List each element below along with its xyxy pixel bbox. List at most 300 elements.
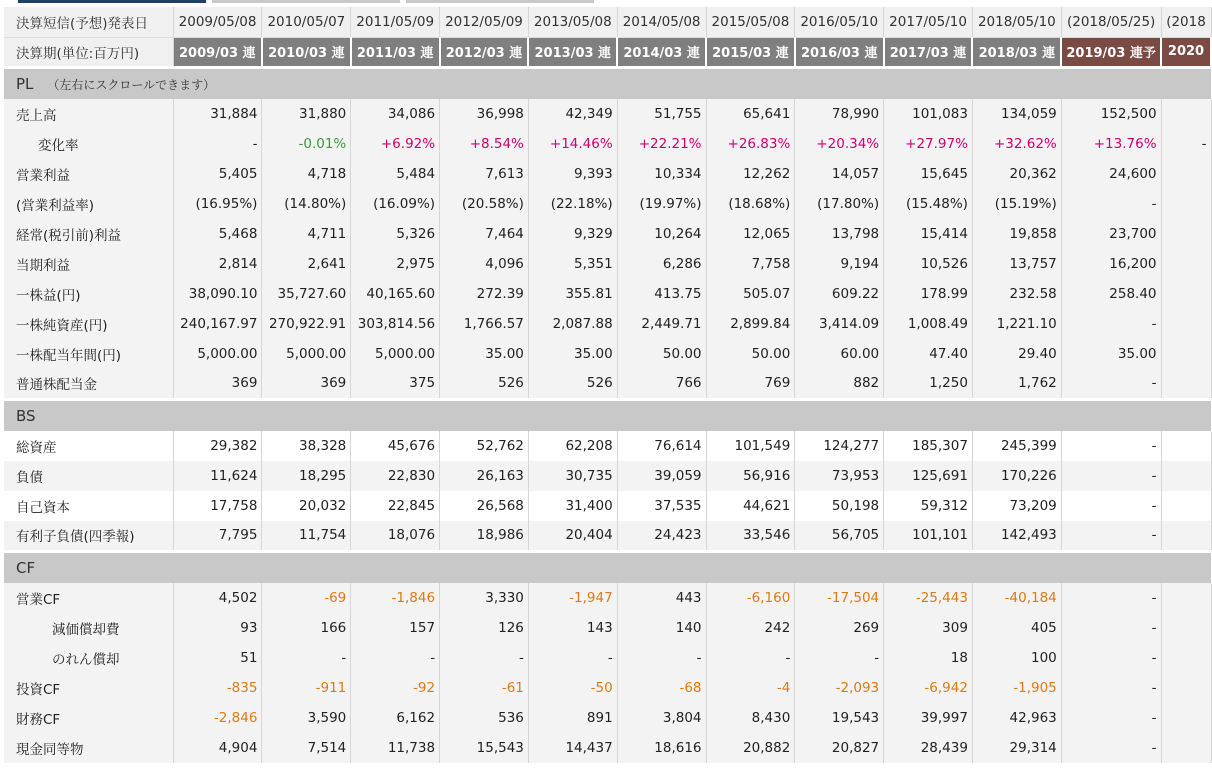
row-label: 一株純資産(円) bbox=[4, 309, 173, 339]
table-cell: 20,827 bbox=[795, 733, 884, 763]
table-cell: - bbox=[528, 643, 617, 673]
table-cell: 28,439 bbox=[884, 733, 973, 763]
fiscal-period-cell[interactable]: 2009/03 連 bbox=[173, 37, 262, 67]
table-cell bbox=[1161, 431, 1211, 461]
table-cell: 56,916 bbox=[706, 461, 795, 491]
table-cell: 101,083 bbox=[884, 99, 973, 129]
table-cell: 31,400 bbox=[528, 491, 617, 521]
table-cell: 20,362 bbox=[972, 159, 1061, 189]
fiscal-period-cell[interactable]: 2017/03 連 bbox=[884, 37, 973, 67]
table-cell: -6,942 bbox=[884, 673, 973, 703]
table-cell: 10,526 bbox=[884, 249, 973, 279]
table-cell: 7,795 bbox=[173, 521, 262, 551]
table-cell: 5,468 bbox=[173, 219, 262, 249]
table-cell: +14.46% bbox=[528, 129, 617, 159]
table-cell: 413.75 bbox=[617, 279, 706, 309]
table-cell bbox=[1161, 339, 1211, 369]
fiscal-period-row bbox=[4, 37, 1211, 67]
table-cell: 124,277 bbox=[795, 431, 884, 461]
financial-statements-table bbox=[4, 7, 1212, 763]
table-cell: +20.34% bbox=[795, 129, 884, 159]
table-cell: 125,691 bbox=[884, 461, 973, 491]
table-cell: -1,846 bbox=[351, 583, 440, 613]
table-cell: 240,167.97 bbox=[173, 309, 262, 339]
table-cell: 2,975 bbox=[351, 249, 440, 279]
table-cell: - bbox=[1061, 733, 1161, 763]
table-cell: 18 bbox=[884, 643, 973, 673]
table-cell: 269 bbox=[795, 613, 884, 643]
table-cell: 157 bbox=[351, 613, 440, 643]
table-cell: 59,312 bbox=[884, 491, 973, 521]
table-row bbox=[4, 129, 1211, 159]
table-cell: 45,676 bbox=[351, 431, 440, 461]
table-cell: -50 bbox=[528, 673, 617, 703]
table-cell: 37,535 bbox=[617, 491, 706, 521]
table-cell: 26,568 bbox=[440, 491, 529, 521]
table-cell: +13.76% bbox=[1061, 129, 1161, 159]
table-cell: 62,208 bbox=[528, 431, 617, 461]
table-cell: 19,543 bbox=[795, 703, 884, 733]
table-cell: 52,762 bbox=[440, 431, 529, 461]
fiscal-period-cell[interactable]: 2020 bbox=[1161, 37, 1211, 67]
table-cell: - bbox=[1061, 521, 1161, 551]
table-cell bbox=[1161, 219, 1211, 249]
row-label: のれん償却 bbox=[4, 643, 173, 673]
table-cell: 73,953 bbox=[795, 461, 884, 491]
table-cell: - bbox=[1061, 189, 1161, 219]
table-row bbox=[4, 249, 1211, 279]
table-cell: 38,328 bbox=[262, 431, 351, 461]
table-cell: 11,754 bbox=[262, 521, 351, 551]
table-cell bbox=[1161, 279, 1211, 309]
table-cell: 101,101 bbox=[884, 521, 973, 551]
announcement-date-cell: 2009/05/08 bbox=[173, 7, 262, 37]
table-cell bbox=[1161, 643, 1211, 673]
table-cell: 3,590 bbox=[262, 703, 351, 733]
table-cell: -40,184 bbox=[972, 583, 1061, 613]
table-cell: 140 bbox=[617, 613, 706, 643]
row-label: 投資CF bbox=[4, 673, 173, 703]
row-label: 減価償却費 bbox=[4, 613, 173, 643]
table-cell: -2,093 bbox=[795, 673, 884, 703]
table-cell: 51 bbox=[173, 643, 262, 673]
table-cell: 26,163 bbox=[440, 461, 529, 491]
table-cell: -1,947 bbox=[528, 583, 617, 613]
table-cell: (22.18%) bbox=[528, 189, 617, 219]
table-cell: (20.58%) bbox=[440, 189, 529, 219]
table-cell: 769 bbox=[706, 369, 795, 399]
row-label: 総資産 bbox=[4, 431, 173, 461]
announcement-date-row bbox=[4, 7, 1211, 37]
table-cell bbox=[1161, 673, 1211, 703]
table-cell: (19.97%) bbox=[617, 189, 706, 219]
table-cell: +6.92% bbox=[351, 129, 440, 159]
table-cell: 12,065 bbox=[706, 219, 795, 249]
table-cell: 355.81 bbox=[528, 279, 617, 309]
table-row bbox=[4, 369, 1211, 399]
table-row bbox=[4, 673, 1211, 703]
table-row bbox=[4, 461, 1211, 491]
table-cell: (15.19%) bbox=[972, 189, 1061, 219]
announcement-date-cell: 2015/05/08 bbox=[706, 7, 795, 37]
table-cell: - bbox=[1061, 369, 1161, 399]
table-cell: - bbox=[795, 643, 884, 673]
fiscal-period-cell[interactable]: 2019/03 連予 bbox=[1061, 37, 1161, 67]
table-cell: -61 bbox=[440, 673, 529, 703]
table-cell: - bbox=[1061, 673, 1161, 703]
table-cell: 142,493 bbox=[972, 521, 1061, 551]
table-cell: - bbox=[173, 129, 262, 159]
table-row bbox=[4, 491, 1211, 521]
table-cell: 5,405 bbox=[173, 159, 262, 189]
row-label: 売上高 bbox=[4, 99, 173, 129]
table-cell: - bbox=[1161, 129, 1211, 159]
table-cell: 5,484 bbox=[351, 159, 440, 189]
table-row bbox=[4, 431, 1211, 461]
table-cell: (18.68%) bbox=[706, 189, 795, 219]
table-cell: 170,226 bbox=[972, 461, 1061, 491]
table-cell: - bbox=[1061, 583, 1161, 613]
table-cell: 1,766.57 bbox=[440, 309, 529, 339]
table-cell: - bbox=[1061, 309, 1161, 339]
table-cell: 1,221.10 bbox=[972, 309, 1061, 339]
table-cell: -17,504 bbox=[795, 583, 884, 613]
table-cell: 47.40 bbox=[884, 339, 973, 369]
table-cell: 42,963 bbox=[972, 703, 1061, 733]
fiscal-period-cell[interactable]: 2016/03 連 bbox=[795, 37, 884, 67]
table-cell: 369 bbox=[173, 369, 262, 399]
table-cell: 7,758 bbox=[706, 249, 795, 279]
table-row bbox=[4, 703, 1211, 733]
table-row bbox=[4, 159, 1211, 189]
table-cell: 24,600 bbox=[1061, 159, 1161, 189]
announcement-date-cell: 2014/05/08 bbox=[617, 7, 706, 37]
table-cell: 5,326 bbox=[351, 219, 440, 249]
table-cell: 4,502 bbox=[173, 583, 262, 613]
table-cell: 65,641 bbox=[706, 99, 795, 129]
row-label: 財務CF bbox=[4, 703, 173, 733]
table-cell: 19,858 bbox=[972, 219, 1061, 249]
table-cell: 35.00 bbox=[440, 339, 529, 369]
table-cell: +8.54% bbox=[440, 129, 529, 159]
row-label: 当期利益 bbox=[4, 249, 173, 279]
announcement-date-cell: 2018/05/10 bbox=[972, 7, 1061, 37]
table-cell: -835 bbox=[173, 673, 262, 703]
table-cell: 40,165.60 bbox=[351, 279, 440, 309]
table-row bbox=[4, 643, 1211, 673]
table-cell: 5,000.00 bbox=[262, 339, 351, 369]
section-header-bs bbox=[4, 399, 1211, 431]
table-row bbox=[4, 279, 1211, 309]
table-cell: 22,845 bbox=[351, 491, 440, 521]
table-cell: - bbox=[1061, 461, 1161, 491]
table-cell bbox=[1161, 159, 1211, 189]
table-cell: (15.48%) bbox=[884, 189, 973, 219]
announcement-date-cell: 2011/05/09 bbox=[351, 7, 440, 37]
table-cell bbox=[1161, 189, 1211, 219]
table-cell: 51,755 bbox=[617, 99, 706, 129]
table-cell: 50,198 bbox=[795, 491, 884, 521]
active-tab-indicator[interactable] bbox=[18, 0, 206, 3]
table-cell: 5,000.00 bbox=[173, 339, 262, 369]
table-cell: 4,904 bbox=[173, 733, 262, 763]
table-cell: 443 bbox=[617, 583, 706, 613]
fiscal-period-label: 決算期(単位:百万円) bbox=[4, 37, 173, 67]
announcement-date-cell: 2012/05/09 bbox=[440, 7, 529, 37]
table-cell: 3,414.09 bbox=[795, 309, 884, 339]
table-cell: 29,382 bbox=[173, 431, 262, 461]
section-title: CF bbox=[16, 558, 36, 577]
table-cell: -25,443 bbox=[884, 583, 973, 613]
row-label: 現金同等物 bbox=[4, 733, 173, 763]
table-cell: 5,000.00 bbox=[351, 339, 440, 369]
row-label: 有利子負債(四季報) bbox=[4, 521, 173, 551]
table-cell: -911 bbox=[262, 673, 351, 703]
table-cell: 93 bbox=[173, 613, 262, 643]
table-cell: 258.40 bbox=[1061, 279, 1161, 309]
table-cell: 35.00 bbox=[528, 339, 617, 369]
table-cell: 11,624 bbox=[173, 461, 262, 491]
table-cell: 185,307 bbox=[884, 431, 973, 461]
table-row bbox=[4, 309, 1211, 339]
row-label: 負債 bbox=[4, 461, 173, 491]
announcement-date-label: 決算短信(予想)発表日 bbox=[4, 7, 173, 37]
table-cell: - bbox=[351, 643, 440, 673]
table-cell: 12,262 bbox=[706, 159, 795, 189]
table-cell: -69 bbox=[262, 583, 351, 613]
table-row bbox=[4, 339, 1211, 369]
table-cell: -0.01% bbox=[262, 129, 351, 159]
table-cell: -4 bbox=[706, 673, 795, 703]
table-cell: (16.95%) bbox=[173, 189, 262, 219]
table-cell: 882 bbox=[795, 369, 884, 399]
table-cell: 526 bbox=[528, 369, 617, 399]
table-cell: (17.80%) bbox=[795, 189, 884, 219]
table-cell: 4,711 bbox=[262, 219, 351, 249]
table-cell: 309 bbox=[884, 613, 973, 643]
table-cell bbox=[1161, 461, 1211, 491]
table-cell: 245,399 bbox=[972, 431, 1061, 461]
table-cell: 152,500 bbox=[1061, 99, 1161, 129]
table-cell: 1,250 bbox=[884, 369, 973, 399]
table-cell: 42,349 bbox=[528, 99, 617, 129]
table-cell: 270,922.91 bbox=[262, 309, 351, 339]
table-cell: 375 bbox=[351, 369, 440, 399]
table-cell: - bbox=[1061, 491, 1161, 521]
table-cell: -2,846 bbox=[173, 703, 262, 733]
table-cell: 33,546 bbox=[706, 521, 795, 551]
table-cell: 15,543 bbox=[440, 733, 529, 763]
table-cell: 10,264 bbox=[617, 219, 706, 249]
table-row bbox=[4, 521, 1211, 551]
table-cell: 18,616 bbox=[617, 733, 706, 763]
table-cell: - bbox=[262, 643, 351, 673]
tab-indicator[interactable] bbox=[212, 0, 400, 3]
table-cell: 2,449.71 bbox=[617, 309, 706, 339]
table-cell: 9,329 bbox=[528, 219, 617, 249]
table-cell: 1,008.49 bbox=[884, 309, 973, 339]
table-cell: 242 bbox=[706, 613, 795, 643]
table-cell bbox=[1161, 521, 1211, 551]
table-cell: 7,613 bbox=[440, 159, 529, 189]
table-cell: 31,884 bbox=[173, 99, 262, 129]
table-cell: +32.62% bbox=[972, 129, 1061, 159]
table-cell: -68 bbox=[617, 673, 706, 703]
table-cell: 272.39 bbox=[440, 279, 529, 309]
row-label: 一株益(円) bbox=[4, 279, 173, 309]
table-cell: 100 bbox=[972, 643, 1061, 673]
row-label: 営業利益 bbox=[4, 159, 173, 189]
table-cell: 14,437 bbox=[528, 733, 617, 763]
table-cell: 609.22 bbox=[795, 279, 884, 309]
table-cell: 39,997 bbox=[884, 703, 973, 733]
row-label: 一株配当年間(円) bbox=[4, 339, 173, 369]
table-cell: 60.00 bbox=[795, 339, 884, 369]
table-row bbox=[4, 189, 1211, 219]
table-cell: - bbox=[440, 643, 529, 673]
table-cell: 39,059 bbox=[617, 461, 706, 491]
fiscal-period-cell[interactable]: 2013/03 連 bbox=[528, 37, 617, 67]
table-cell: 11,738 bbox=[351, 733, 440, 763]
table-cell: 24,423 bbox=[617, 521, 706, 551]
table-cell: 126 bbox=[440, 613, 529, 643]
table-cell: 23,700 bbox=[1061, 219, 1161, 249]
scroll-hint: （左右にスクロールできます） bbox=[47, 77, 216, 92]
fiscal-period-cell[interactable]: 2015/03 連 bbox=[706, 37, 795, 67]
table-cell: 18,295 bbox=[262, 461, 351, 491]
table-cell: 4,718 bbox=[262, 159, 351, 189]
table-cell: 891 bbox=[528, 703, 617, 733]
table-cell bbox=[1161, 583, 1211, 613]
table-cell: 4,096 bbox=[440, 249, 529, 279]
table-cell: +22.21% bbox=[617, 129, 706, 159]
table-cell: +26.83% bbox=[706, 129, 795, 159]
table-cell: 34,086 bbox=[351, 99, 440, 129]
fiscal-period-cell[interactable]: 2014/03 連 bbox=[617, 37, 706, 67]
table-cell: 38,090.10 bbox=[173, 279, 262, 309]
table-cell: 18,986 bbox=[440, 521, 529, 551]
table-cell bbox=[1161, 249, 1211, 279]
table-cell: 29.40 bbox=[972, 339, 1061, 369]
table-cell: 2,641 bbox=[262, 249, 351, 279]
table-cell: 14,057 bbox=[795, 159, 884, 189]
table-cell: -6,160 bbox=[706, 583, 795, 613]
table-cell bbox=[1161, 99, 1211, 129]
table-cell: 526 bbox=[440, 369, 529, 399]
table-cell: 143 bbox=[528, 613, 617, 643]
table-cell: 29,314 bbox=[972, 733, 1061, 763]
table-cell: 73,209 bbox=[972, 491, 1061, 521]
row-label: 変化率 bbox=[4, 129, 173, 159]
table-cell: (16.09%) bbox=[351, 189, 440, 219]
fiscal-period-cell[interactable]: 2018/03 連 bbox=[972, 37, 1061, 67]
table-cell: 369 bbox=[262, 369, 351, 399]
section-title: BS bbox=[16, 406, 36, 425]
table-cell bbox=[1161, 491, 1211, 521]
table-cell: 7,464 bbox=[440, 219, 529, 249]
table-row bbox=[4, 219, 1211, 249]
table-cell: 35.00 bbox=[1061, 339, 1161, 369]
table-row bbox=[4, 733, 1211, 763]
announcement-date-cell: 2013/05/08 bbox=[528, 7, 617, 37]
table-cell: 18,076 bbox=[351, 521, 440, 551]
announcement-date-cell: (2018 bbox=[1161, 7, 1211, 37]
section-title: PL bbox=[16, 74, 34, 93]
table-cell bbox=[1161, 613, 1211, 643]
tab-indicator[interactable] bbox=[406, 0, 594, 3]
table-cell: 10,334 bbox=[617, 159, 706, 189]
table-cell: 405 bbox=[972, 613, 1061, 643]
table-cell: 9,393 bbox=[528, 159, 617, 189]
table-cell: 7,514 bbox=[262, 733, 351, 763]
table-cell: 303,814.56 bbox=[351, 309, 440, 339]
table-cell: 50.00 bbox=[706, 339, 795, 369]
table-cell: 134,059 bbox=[972, 99, 1061, 129]
table-cell bbox=[1161, 369, 1211, 399]
table-cell: -92 bbox=[351, 673, 440, 703]
table-cell: - bbox=[1061, 703, 1161, 733]
table-cell: 16,200 bbox=[1061, 249, 1161, 279]
table-cell: 35,727.60 bbox=[262, 279, 351, 309]
table-cell: -1,905 bbox=[972, 673, 1061, 703]
announcement-date-cell: 2010/05/07 bbox=[262, 7, 351, 37]
table-row bbox=[4, 613, 1211, 643]
row-label: 経常(税引前)利益 bbox=[4, 219, 173, 249]
table-cell bbox=[1161, 703, 1211, 733]
table-cell: 17,758 bbox=[173, 491, 262, 521]
table-cell: 166 bbox=[262, 613, 351, 643]
table-cell: 101,549 bbox=[706, 431, 795, 461]
fiscal-period-cell[interactable]: 2012/03 連 bbox=[440, 37, 529, 67]
table-cell: 31,880 bbox=[262, 99, 351, 129]
announcement-date-cell: 2016/05/10 bbox=[795, 7, 884, 37]
table-cell: 36,998 bbox=[440, 99, 529, 129]
table-cell: 44,621 bbox=[706, 491, 795, 521]
announcement-date-cell: (2018/05/25) bbox=[1061, 7, 1161, 37]
table-cell: 232.58 bbox=[972, 279, 1061, 309]
announcement-date-cell: 2017/05/10 bbox=[884, 7, 973, 37]
table-cell: - bbox=[1061, 643, 1161, 673]
table-cell: 13,757 bbox=[972, 249, 1061, 279]
table-row bbox=[4, 99, 1211, 129]
table-cell: 20,404 bbox=[528, 521, 617, 551]
table-cell: 3,330 bbox=[440, 583, 529, 613]
table-cell: (14.80%) bbox=[262, 189, 351, 219]
table-cell: 15,645 bbox=[884, 159, 973, 189]
table-cell: - bbox=[617, 643, 706, 673]
table-cell: 766 bbox=[617, 369, 706, 399]
table-cell bbox=[1161, 309, 1211, 339]
table-cell: 50.00 bbox=[617, 339, 706, 369]
section-header-pl bbox=[4, 67, 1211, 99]
table-cell: 3,804 bbox=[617, 703, 706, 733]
table-cell bbox=[1161, 733, 1211, 763]
fiscal-period-cell[interactable]: 2011/03 連 bbox=[351, 37, 440, 67]
row-label: 自己資本 bbox=[4, 491, 173, 521]
table-cell: 15,414 bbox=[884, 219, 973, 249]
table-row bbox=[4, 583, 1211, 613]
table-cell: 9,194 bbox=[795, 249, 884, 279]
table-cell: - bbox=[1061, 431, 1161, 461]
fiscal-period-cell[interactable]: 2010/03 連 bbox=[262, 37, 351, 67]
table-cell: 13,798 bbox=[795, 219, 884, 249]
table-cell: 8,430 bbox=[706, 703, 795, 733]
table-cell: 20,882 bbox=[706, 733, 795, 763]
table-cell: +27.97% bbox=[884, 129, 973, 159]
table-cell: 1,762 bbox=[972, 369, 1061, 399]
table-cell: 30,735 bbox=[528, 461, 617, 491]
top-tab-strip bbox=[0, 0, 1212, 4]
